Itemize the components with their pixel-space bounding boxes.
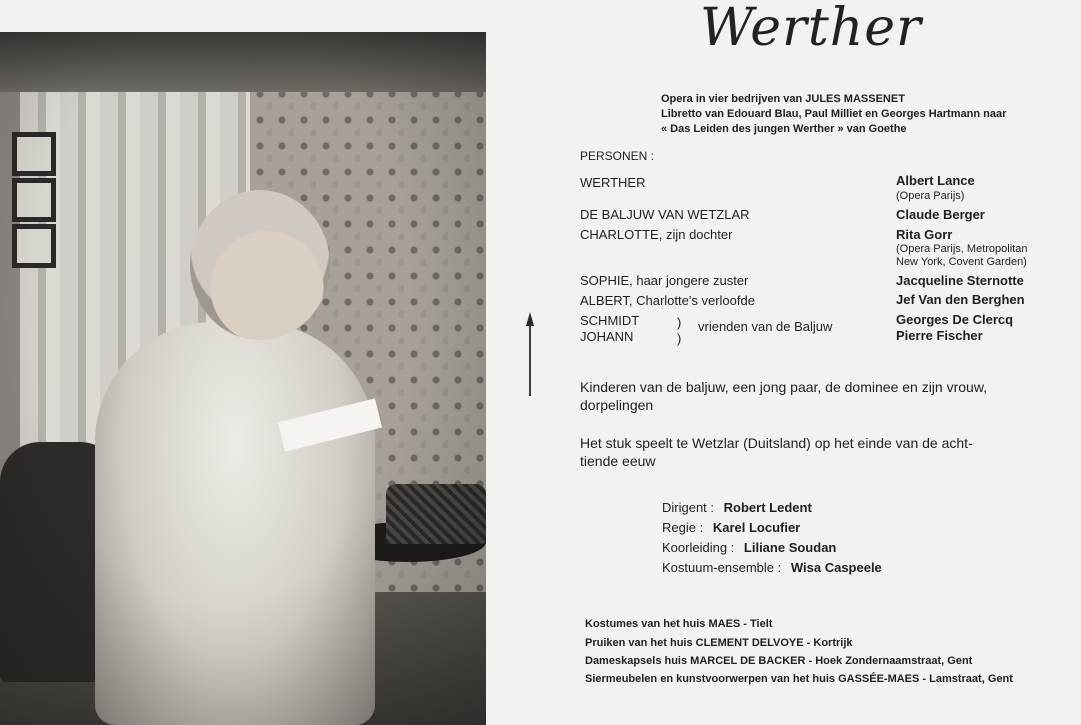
photo-vignette: [0, 32, 486, 725]
staff-name: Wisa Caspeele: [790, 560, 882, 575]
role-baljuw: DE BALJUW VAN WETZLAR: [580, 207, 750, 222]
role-schmidt: SCHMIDT: [580, 313, 640, 328]
intro-line: Opera in vier bedrijven van JULES MASSENET: [661, 93, 905, 105]
setting-line: Het stuk speelt te Wetzlar (Duitsland) op het einde van de acht-: [580, 435, 973, 451]
staff-role: Regie :: [662, 520, 704, 535]
role-werther: WERTHER: [580, 175, 646, 190]
singer-berger: Claude Berger: [896, 207, 985, 222]
credit-line: Kostumes van het huis MAES - Tielt: [585, 618, 773, 630]
singer-note: New York, Covent Garden): [896, 256, 1027, 268]
opera-title: Werther: [700, 0, 922, 58]
credit-line: Dameskapsels huis MARCEL DE BACKER - Hoek Zondernaamstraat, Gent: [585, 655, 973, 667]
singer-sternotte: Jacqueline Sternotte: [896, 273, 1024, 288]
intro-line: « Das Leiden des jungen Werther » van Goethe: [661, 123, 907, 135]
singer-note: (Opera Parijs): [896, 190, 965, 202]
role-albert: ALBERT, Charlotte's verloofde: [580, 293, 755, 308]
opera-photo: [0, 32, 486, 725]
staff-role: Koorleiding :: [662, 540, 735, 555]
credit-line: Pruiken van het huis CLEMENT DELVOYE - Kortrijk: [585, 637, 853, 649]
credit-line: Siermeubelen en kunstvoorwerpen van het huis GASSÉE-MAES - Lamstraat, Gent: [585, 673, 1013, 685]
setting-line: tiende eeuw: [580, 453, 656, 469]
margin-arrow-icon: [524, 312, 536, 396]
bracket: ): [677, 331, 682, 346]
personen-heading: PERSONEN :: [580, 149, 655, 163]
staff-name: Liliane Soudan: [743, 540, 837, 555]
role-johann: JOHANN: [580, 329, 634, 344]
intro-line: Libretto van Edouard Blau, Paul Milliet en Georges Hartmann naar: [661, 108, 1007, 120]
extras-line: dorpelingen: [580, 397, 654, 413]
role-sophie: SOPHIE, haar jongere zuster: [580, 273, 749, 288]
staff-row: [662, 540, 836, 556]
staff-role: Kostuum-ensemble :: [662, 560, 782, 575]
staff-row: [662, 500, 812, 516]
staff-name: Karel Locufier: [712, 520, 801, 535]
singer-berghen: Jef Van den Berghen: [896, 292, 1025, 307]
singer-note: (Opera Parijs, Metropolitan: [896, 243, 1028, 255]
staff-name: Robert Ledent: [723, 500, 812, 515]
singer-gorr: Rita Gorr: [896, 227, 953, 242]
staff-role: Dirigent :: [662, 500, 715, 515]
role-vrienden: vrienden van de Baljuw: [698, 319, 833, 334]
singer-fischer: Pierre Fischer: [896, 328, 983, 343]
staff-row: [662, 560, 882, 576]
singer-clercq: Georges De Clercq: [896, 312, 1014, 327]
role-charlotte: CHARLOTTE, zijn dochter: [580, 227, 733, 242]
bracket: ): [677, 315, 682, 330]
staff-row: [662, 520, 800, 536]
singer-lance: Albert Lance: [896, 173, 975, 188]
extras-line: Kinderen van de baljuw, een jong paar, de dominee en zijn vrouw,: [580, 379, 988, 395]
